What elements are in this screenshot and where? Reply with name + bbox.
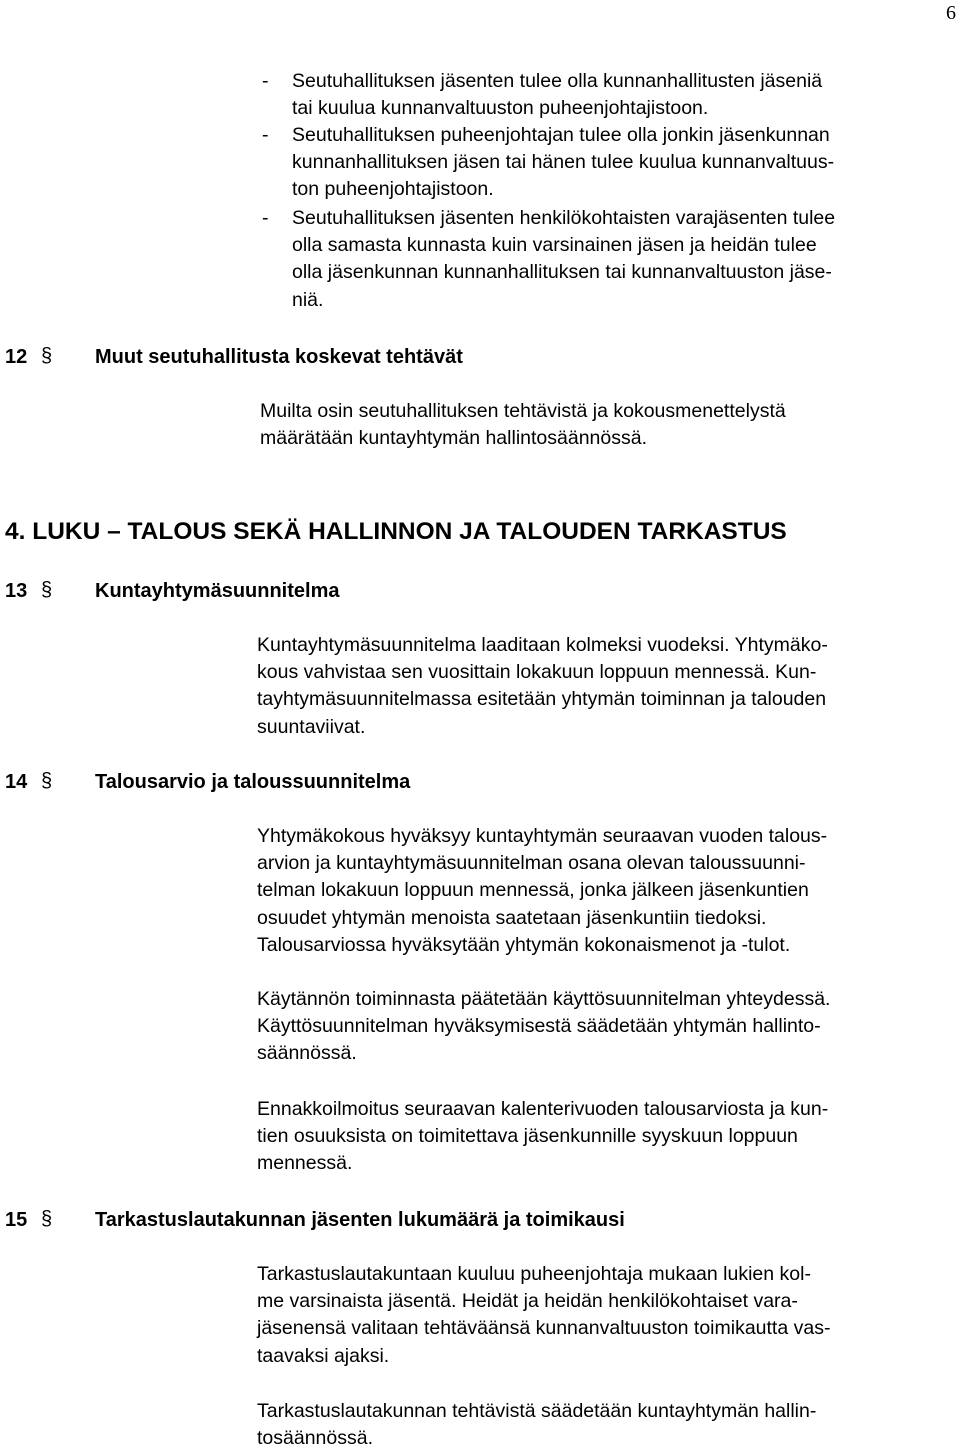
section-title: Tarkastuslautakunnan jäsenten lukumäärä ja toimikausi <box>95 1209 625 1231</box>
section-title: Muut seutuhallitusta koskevat tehtävät <box>95 346 463 368</box>
paragraph: Käytännön toiminnasta päätetään käyttösuunnitelman yhteydessä. Käyttösuunnitelman hyväksymisestä säädetään yhtymän hallinto- säännössä. <box>257 988 831 1065</box>
section-number: 13 <box>5 580 28 602</box>
paragraph: Tarkastuslautakuntaan kuuluu puheenjohtaja mukaan lukien kol- me varsinaista jäsentä. Heidät ja heidän henkilökohtaiset vara- jäsenensä valitaan tehtäväänsä kunnanvaltuuston toimikautta vas- taavaksi ajaksi. <box>257 1263 831 1367</box>
section-title: Talousarvio ja taloussuunnitelma <box>95 771 411 793</box>
section-number: 15 <box>5 1209 28 1231</box>
bullet-dash: - <box>262 70 269 92</box>
paragraph: Kuntayhtymäsuunnitelma laaditaan kolmeksi vuodeksi. Yhtymäko- kous vahvistaa sen vuosittain lokakuun loppuun mennessä. Kun- tayhtymäsuunnitelmassa esitetään yhtymän toiminnan ja talouden suuntaviivat. <box>257 634 828 738</box>
section-number: 14 <box>5 771 28 793</box>
section-title: Kuntayhtymäsuunnitelma <box>95 580 340 602</box>
paragraph: Ennakkoilmoitus seuraavan kalenterivuoden talousarviosta ja kun- tien osuuksista on toimitettava jäsenkunnille syyskuun loppuun mennessä. <box>257 1098 829 1175</box>
chapter-heading: 4. LUKU – TALOUS SEKÄ HALLINNON JA TALOUDEN TARKASTUS <box>5 518 787 545</box>
paragraph: Muilta osin seutuhallituksen tehtävistä ja kokousmenettelystä määrätään kuntayhtymän hallintosäännössä. <box>260 400 786 450</box>
bullet-item: Seutuhallituksen puheenjohtajan tulee olla jonkin jäsenkunnan kunnanhallituksen jäsen tai hänen tulee kuulua kunnanvaltuus- ton puheenjohtajistoon. <box>292 124 835 201</box>
section-number: 12 <box>5 346 28 368</box>
bullet-item: Seutuhallituksen jäsenten henkilökohtaisten varajäsenten tulee olla samasta kunnasta kuin varsinainen jäsen ja heidän tulee olla jäsenkunnan kunnanhallituksen tai kunnanvaltuuston jäse- niä. <box>292 207 836 311</box>
section-sign: § <box>41 770 53 792</box>
bullet-dash: - <box>262 207 269 229</box>
bullet-dash: - <box>262 124 269 146</box>
page-number: 6 <box>946 2 956 24</box>
section-sign: § <box>41 579 53 601</box>
section-sign: § <box>41 1208 53 1230</box>
paragraph: Tarkastuslautakunnan tehtävistä säädetään kuntayhtymän hallin- tosäännössä. <box>257 1400 817 1450</box>
paragraph: Yhtymäkokous hyväksyy kuntayhtymän seuraavan vuoden talous- arvion ja kuntayhtymäsuunnitelman osana olevan taloussuunni- telman lokakuun loppuun mennessä, jonka jälkeen jäsenkuntien osuudet yhtymän menoista saatetaan jäsenkuntiin tiedoksi. Talousarviossa hyväksytään yhtymän kokonaismenot ja -tulot. <box>257 825 828 956</box>
bullet-item: Seutuhallituksen jäsenten tulee olla kunnanhallitusten jäseniä tai kuulua kunnanvaltuuston puheenjohtajistoon. <box>292 70 823 120</box>
section-sign: § <box>41 345 53 367</box>
